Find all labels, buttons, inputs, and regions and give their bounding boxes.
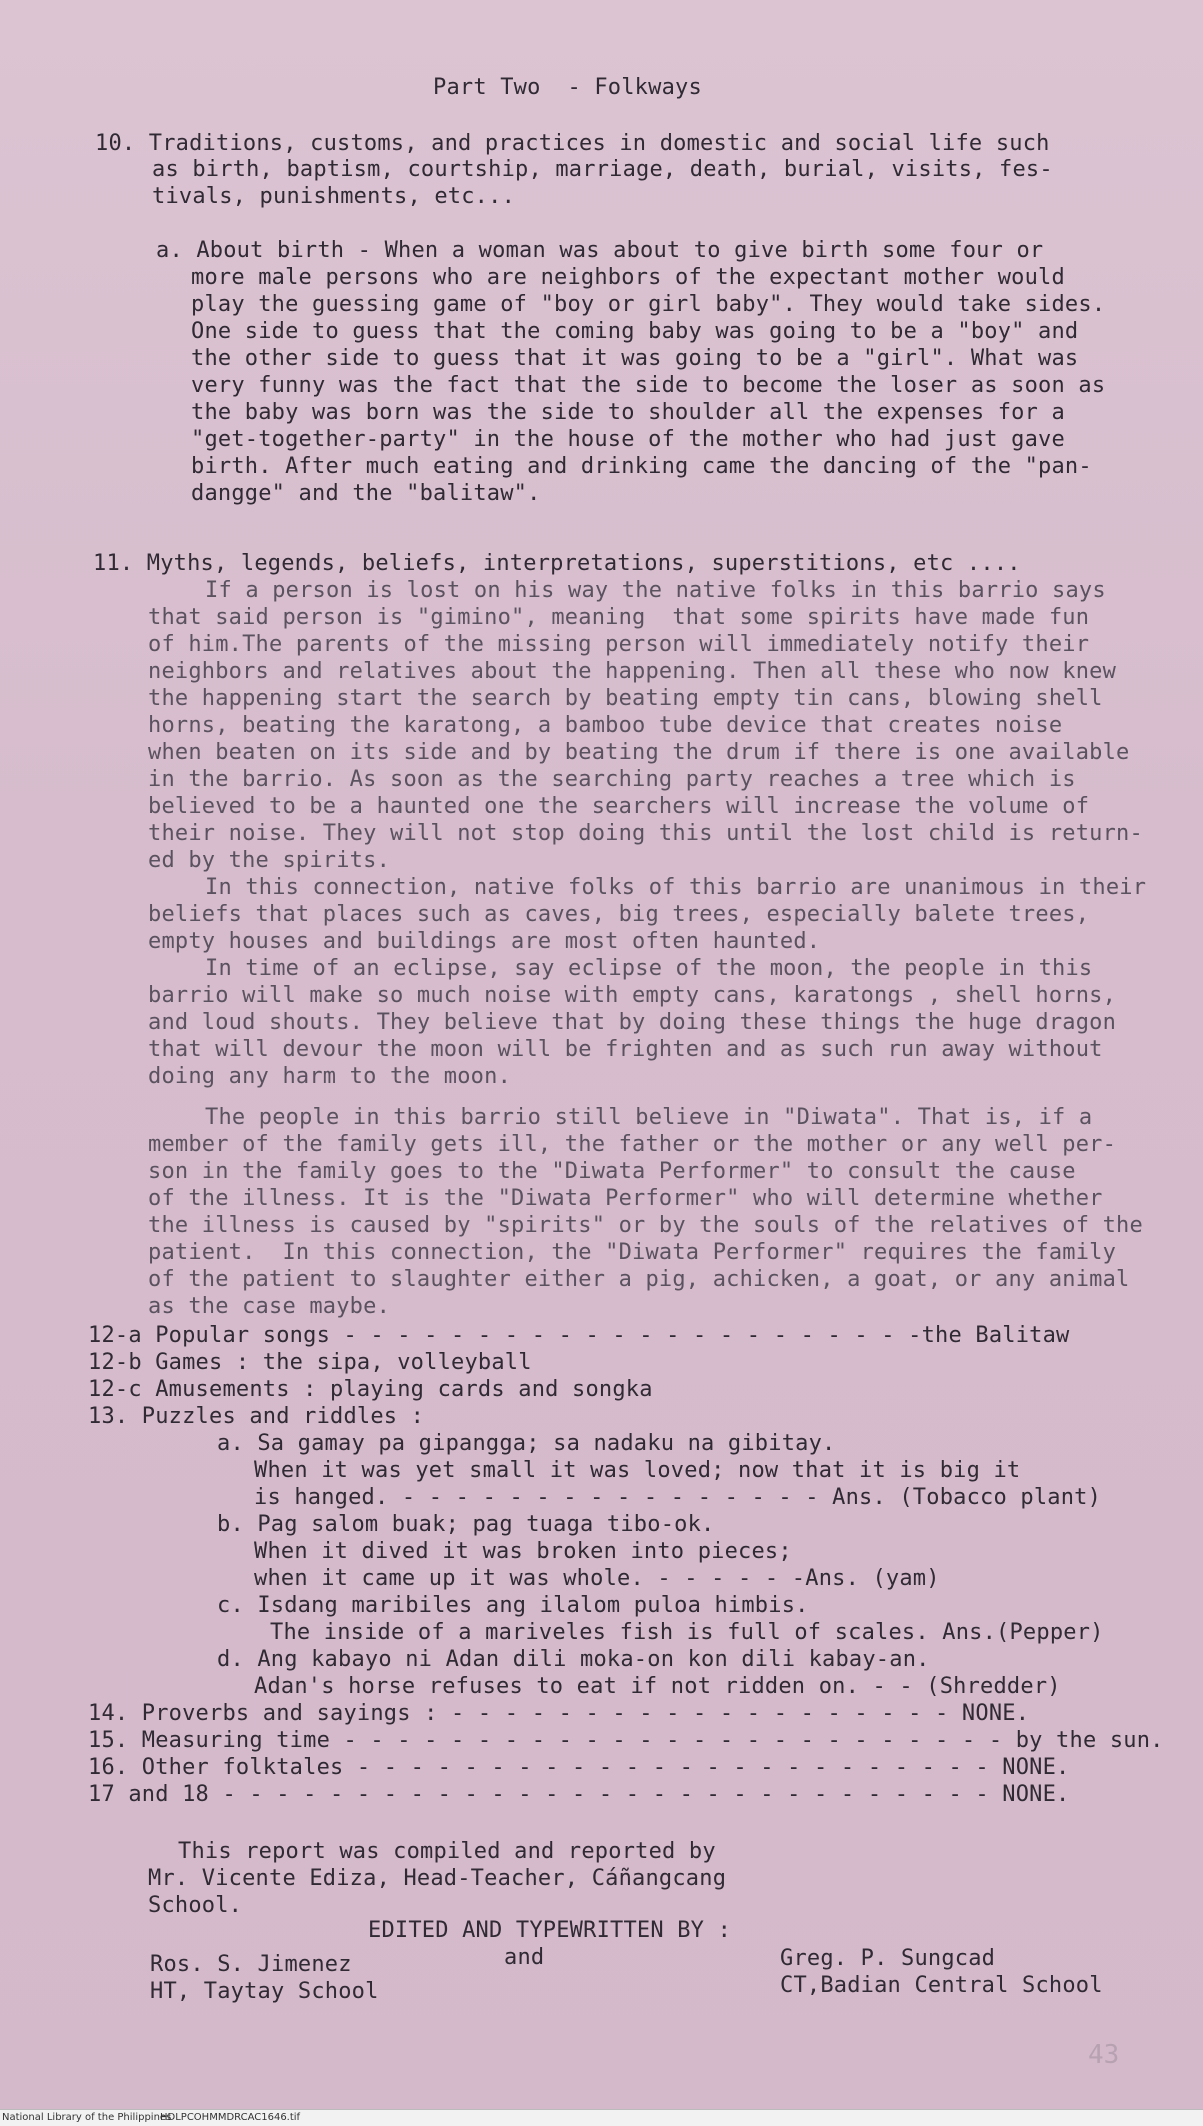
page-number: 43 bbox=[1088, 2040, 1120, 2070]
riddle-line: c. Isdang maribiles ang ilalom puloa himbis. bbox=[217, 1593, 809, 1618]
section-11-line: and loud shouts. They believe that by doing these things the huge dragon bbox=[148, 1010, 1117, 1035]
section-11-line: believed to be a haunted one the searchers will increase the volume of bbox=[148, 794, 1090, 819]
section-11-line: the illness is caused by "spirits" or by the souls of the relatives of the bbox=[148, 1213, 1143, 1238]
section-10a-line: more male persons who are neighbors of the expectant mother would bbox=[191, 265, 1065, 290]
riddle-line: d. Ang kabayo ni Adan dili moka-on kon dili kabay-an. bbox=[217, 1647, 930, 1672]
page-title: Part Two - Folkways bbox=[433, 75, 702, 100]
edited-by-heading: EDITED AND TYPEWRITTEN BY : bbox=[368, 1918, 732, 1943]
section-11-line: of him.The parents of the missing person will immediately notify their bbox=[148, 632, 1090, 657]
riddle-line: a. Sa gamay pa gipangga; sa nadaku na gibitay. bbox=[217, 1431, 836, 1456]
section-11-line: as the case maybe. bbox=[148, 1294, 391, 1319]
scan-footer-bar bbox=[0, 2109, 1203, 2126]
editor-right-title: CT,Badian Central School bbox=[780, 1973, 1103, 1998]
section-11-line: the happening start the search by beating empty tin cans, blowing shell bbox=[148, 686, 1103, 711]
section-11-line: ed by the spirits. bbox=[148, 848, 391, 873]
editor-right-name: Greg. P. Sungcad bbox=[780, 1946, 996, 1971]
section-10a-line: One side to guess that the coming baby was going to be a "boy" and bbox=[191, 319, 1079, 344]
section-11-line: when beaten on its side and by beating the drum if there is one available bbox=[148, 740, 1130, 765]
section-10a-line: the other side to guess that it was going to be a "girl". What was bbox=[191, 346, 1079, 371]
section-11-line: doing any harm to the moon. bbox=[148, 1064, 512, 1089]
section-11-line: of the patient to slaughter either a pig, achicken, a goat, or any animal bbox=[148, 1267, 1130, 1292]
riddle-line: Adan's horse refuses to eat if not ridden on. - - (Shredder) bbox=[254, 1674, 1061, 1699]
section-11-line: of the illness. It is the "Diwata Performer" who will determine whether bbox=[148, 1186, 1103, 1211]
section-10-line: tivals, punishments, etc... bbox=[152, 184, 516, 209]
section-13-line: 13. Puzzles and riddles : bbox=[88, 1404, 425, 1429]
closing-line: School. bbox=[148, 1893, 243, 1918]
closing-line: This report was compiled and reported by bbox=[178, 1839, 716, 1864]
section-11-line: 11. Myths, legends, beliefs, interpretations, superstitions, etc .... bbox=[93, 551, 1021, 576]
section-10-line: as birth, baptism, courtship, marriage, death, burial, visits, fes- bbox=[152, 157, 1053, 182]
section-10-line: 10. Traditions, customs, and practices in domestic and social life such bbox=[95, 131, 1050, 156]
riddle-line: When it was yet small it was loved; now that it is big it bbox=[254, 1458, 1021, 1483]
section-11-line: member of the family gets ill, the father or the mother or any well per- bbox=[148, 1132, 1117, 1157]
section-11-line: The people in this barrio still believe in "Diwata". That is, if a bbox=[205, 1105, 1093, 1130]
section-11-line: empty houses and buildings are most often haunted. bbox=[148, 929, 821, 954]
section-10a-line: play the guessing game of "boy or girl baby". They would take sides. bbox=[191, 292, 1106, 317]
section-14-18-line: 17 and 18 - - - - - - - - - - - - - - - - - - - - - - - - - - - - - NONE. bbox=[88, 1782, 1070, 1807]
riddle-line: when it came up it was whole. - - - - - -Ans. (yam) bbox=[254, 1566, 940, 1591]
riddle-line: b. Pag salom buak; pag tuaga tibo-ok. bbox=[217, 1512, 715, 1537]
editor-left-title: HT, Taytay School bbox=[150, 1979, 379, 2004]
section-11-line: in the barrio. As soon as the searching party reaches a tree which is bbox=[148, 767, 1076, 792]
section-11-line: patient. In this connection, the "Diwata Performer" requires the family bbox=[148, 1240, 1117, 1265]
section-11-line: In time of an eclipse, say eclipse of the moon, the people in this bbox=[205, 956, 1093, 981]
section-10a-line: very funny was the fact that the side to become the loser as soon as bbox=[191, 373, 1106, 398]
section-10a-line: the baby was born was the side to shoulder all the expenses for a bbox=[191, 400, 1065, 425]
closing-line: Mr. Vicente Ediza, Head-Teacher, Cáñangcang bbox=[148, 1866, 727, 1891]
section-11-line: neighbors and relatives about the happening. Then all these who now knew bbox=[148, 659, 1117, 684]
section-10a-line: "get-together-party" in the house of the mother who had just gave bbox=[191, 427, 1065, 452]
section-11-line: barrio will make so much noise with empty cans, karatongs , shell horns, bbox=[148, 983, 1117, 1008]
section-10a-line: dangge" and the "balitaw". bbox=[191, 481, 541, 506]
editor-left-name: Ros. S. Jimenez bbox=[150, 1952, 352, 1977]
section-11-line: horns, beating the karatong, a bamboo tube device that creates noise bbox=[148, 713, 1063, 738]
section-12-line: 12-c Amusements : playing cards and songka bbox=[88, 1377, 653, 1402]
section-10a-line: birth. After much eating and drinking came the dancing of the "pan- bbox=[191, 454, 1092, 479]
section-11-line: that said person is "gimino", meaning that some spirits have made fun bbox=[148, 605, 1090, 630]
section-11-line: In this connection, native folks of this barrio are unanimous in their bbox=[205, 875, 1147, 900]
riddle-line: When it dived it was broken into pieces; bbox=[254, 1539, 792, 1564]
footer-library-label: National Library of the Philippines bbox=[2, 2112, 172, 2123]
section-14-18-line: 15. Measuring time - - - - - - - - - - - - - - - - - - - - - - - - - by the sun. bbox=[88, 1728, 1164, 1753]
section-12-line: 12-a Popular songs - - - - - - - - - - - - - - - - - - - - - -the Balitaw bbox=[88, 1323, 1070, 1348]
section-12-line: 12-b Games : the sipa, volleyball bbox=[88, 1350, 532, 1375]
section-11-line: that will devour the moon will be frighten and as such run away without bbox=[148, 1037, 1103, 1062]
section-11-line: beliefs that places such as caves, big trees, especially balete trees, bbox=[148, 902, 1090, 927]
section-10a-line: a. About birth - When a woman was about to give birth some four or bbox=[156, 238, 1044, 263]
section-11-line: son in the family goes to the "Diwata Performer" to consult the cause bbox=[148, 1159, 1076, 1184]
riddle-line: is hanged. - - - - - - - - - - - - - - - - Ans. (Tobacco plant) bbox=[254, 1485, 1102, 1510]
footer-filename: HDLPCOHMMDRCAC1646.tif bbox=[160, 2112, 301, 2123]
section-11-line: If a person is lost on his way the native folks in this barrio says bbox=[205, 578, 1106, 603]
section-14-18-line: 16. Other folktales - - - - - - - - - - - - - - - - - - - - - - - - NONE. bbox=[88, 1755, 1070, 1780]
and-connector: and bbox=[504, 1945, 545, 1970]
section-14-18-line: 14. Proverbs and sayings : - - - - - - - - - - - - - - - - - - - NONE. bbox=[88, 1701, 1030, 1726]
riddle-line: The inside of a mariveles fish is full of scales. Ans.(Pepper) bbox=[270, 1620, 1104, 1645]
section-11-line: their noise. They will not stop doing this until the lost child is return- bbox=[148, 821, 1143, 846]
